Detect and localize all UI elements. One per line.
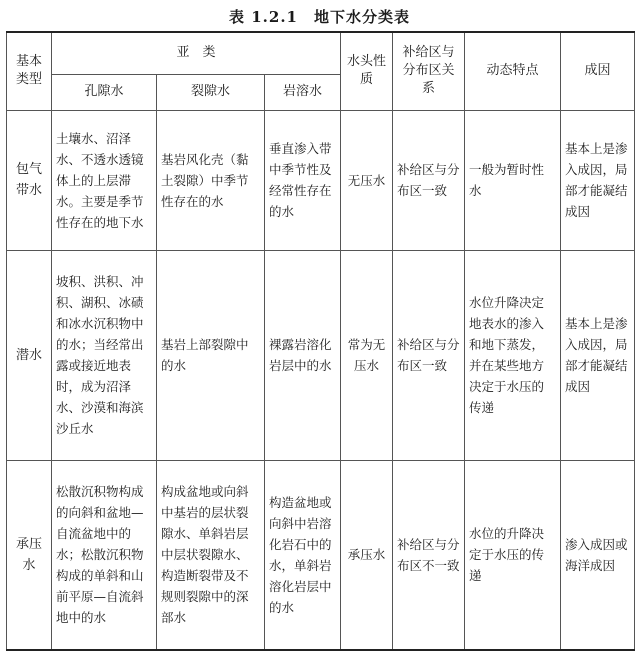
cell-relation: 补给区与分布区一致 [393,110,465,250]
cell-karst: 构造盆地或向斜中岩溶化岩石中的水，单斜岩溶化岩层中的水 [265,460,341,650]
cell-head: 无压水 [341,110,393,250]
cell-relation: 补给区与分布区一致 [393,250,465,460]
cell-head: 承压水 [341,460,393,650]
header-dynamic-features: 动态特点 [465,32,561,110]
cell-dynamic: 一般为暂时性水 [465,110,561,250]
cell-genesis: 渗入成因或海洋成因 [561,460,635,650]
header-head-property: 水头性质 [341,32,393,110]
cell-head: 常为无压水 [341,250,393,460]
cell-karst: 垂直渗入带中季节性及经常性存在的水 [265,110,341,250]
cell-karst: 裸露岩溶化岩层中的水 [265,250,341,460]
header-fissure-water: 裂隙水 [157,74,265,110]
row-type: 潜水 [7,250,52,460]
table-title: 表 1.2.1 地下水分类表 [229,8,410,26]
cell-relation: 补给区与分布区不一致 [393,460,465,650]
cell-genesis: 基本上是渗入成因，局部才能凝结成因 [561,110,635,250]
header-genesis: 成因 [561,32,635,110]
row-type: 承压水 [7,460,52,650]
cell-genesis: 基本上是渗入成因，局部才能凝结成因 [561,250,635,460]
cell-fissure: 构成盆地或向斜中基岩的层状裂隙水、单斜岩层中层状裂隙水、构造断裂带及不规则裂隙中的深部水 [157,460,265,650]
header-basic-type: 基本类型 [7,32,52,110]
cell-fissure: 基岩风化壳（黏土裂隙）中季节性存在的水 [157,110,265,250]
header-recharge-relation: 补给区与分布区关系 [393,32,465,110]
table-row [7,460,635,650]
cell-pore: 土壤水、沼泽水、不透水透镜体上的上层滞水。主要是季节性存在的地下水 [52,110,157,250]
header-karst-water: 岩溶水 [265,74,341,110]
cell-dynamic: 水位的升降决定于水压的传递 [465,460,561,650]
cell-fissure: 基岩上部裂隙中的水 [157,250,265,460]
row-type: 包气带水 [7,110,52,250]
table-row [7,110,635,250]
header-pore-water: 孔隙水 [52,74,157,110]
cell-dynamic: 水位升降决定地表水的渗入和地下蒸发，并在某些地方决定于水压的传递 [465,250,561,460]
table-row [7,250,635,460]
header-subtype: 亚 类 [52,32,341,74]
groundwater-classification-table [6,31,635,651]
cell-pore: 松散沉积物构成的向斜和盆地—自流盆地中的水；松散沉积物构成的单斜和山前平原—自流斜地中的水 [52,460,157,650]
cell-pore: 坡积、洪积、冲积、湖积、冰碛和冰水沉积物中的水；当经常出露或接近地表时，成为沼泽水、沙漠和海滨沙丘水 [52,250,157,460]
